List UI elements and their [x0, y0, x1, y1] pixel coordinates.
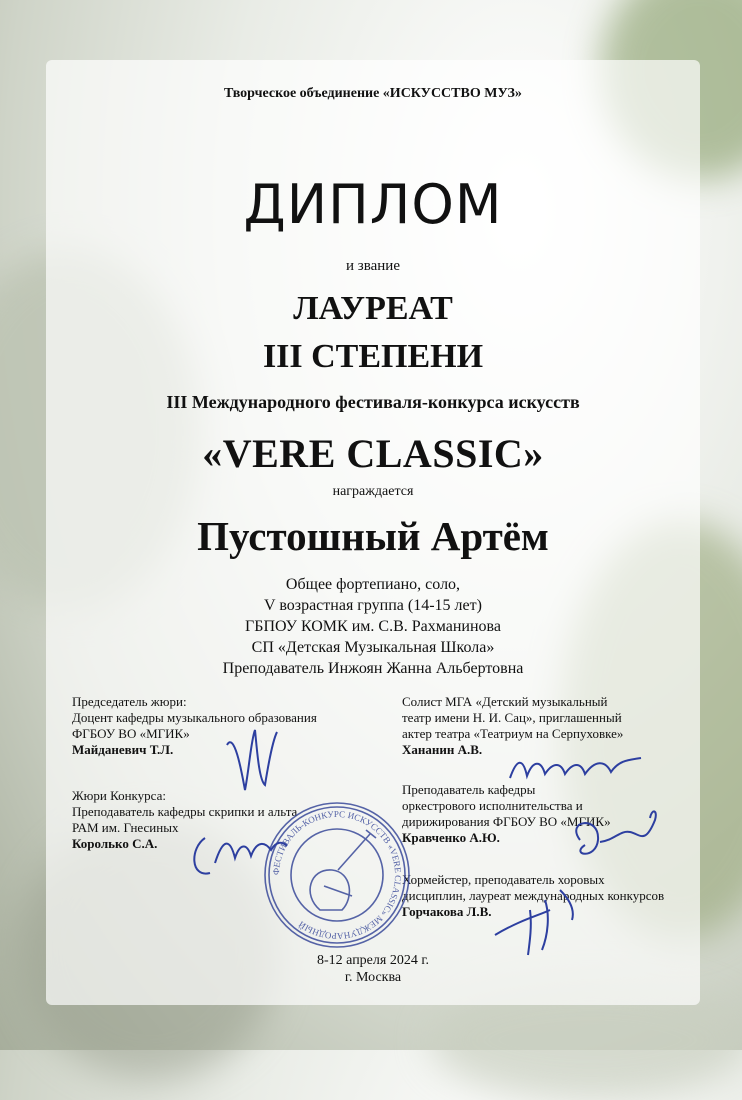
- jury-name: Королько С.А.: [72, 836, 158, 851]
- jury-line: Доцент кафедры музыкального образования: [72, 710, 317, 725]
- jury-name: Хананин А.В.: [402, 742, 483, 757]
- details-line: Общее фортепиано, соло,: [285, 576, 461, 593]
- festival-name: «VERE CLASSIC»: [202, 431, 544, 476]
- recipient-name: Пустошный Артём: [197, 513, 549, 559]
- signature-kravchenko: [560, 800, 670, 870]
- jury-line: Хормейстер, преподаватель хоровых: [402, 872, 605, 887]
- signature-khananin: [505, 748, 645, 788]
- jury-line: актер театра «Театриум на Серпуховке»: [402, 726, 624, 741]
- festival-description: III Международного фестиваля-конкурса искусств: [166, 392, 580, 412]
- event-date-place: [46, 952, 700, 986]
- jury-line: оркестрового исполнительства и: [402, 798, 583, 813]
- recipient-details: [46, 574, 700, 679]
- signature-gorchakova: [490, 880, 590, 960]
- rank-degree: III СТЕПЕНИ: [262, 338, 484, 375]
- jury-line: Жюри Конкурса:: [72, 788, 166, 803]
- jury-line: Солист МГА «Детский музыкальный: [402, 694, 608, 709]
- jury-name: Кравченко А.Ю.: [402, 830, 500, 845]
- details-line: V возрастная группа (14-15 лет): [264, 597, 482, 614]
- jury-line: РАМ им. Гнесиных: [72, 820, 179, 835]
- jury-line: Преподаватель кафедры: [402, 782, 536, 797]
- jury-line: ФГБОУ ВО «МГИК»: [72, 726, 190, 741]
- jury-line: дирижирования ФГБОУ ВО «МГИК»: [402, 814, 611, 829]
- jury-name: Майданевич Т.Л.: [72, 742, 174, 757]
- details-line: ГБПОУ КОМК им. С.В. Рахманинова: [245, 618, 501, 635]
- jury-line: Председатель жюри:: [72, 694, 187, 709]
- rank-title: ЛАУРЕАТ: [293, 290, 453, 327]
- organization-name: Творческое объединение «ИСКУССТВО МУЗ»: [224, 86, 522, 101]
- signature-korolko: [185, 818, 290, 888]
- awarded-text: награждается: [332, 484, 414, 499]
- event-date: 8-12 апреля 2024 г.: [317, 953, 429, 968]
- jury-line: театр имени Н. И. Сац», приглашенный: [402, 710, 622, 725]
- jury-name: Горчакова Л.В.: [402, 904, 492, 919]
- seal-ring-text: ФЕСТИВАЛЬ-КОНКУРС ИСКУССТВ «VERE CLASSIC» МЕЖДУНАРОДНЫЙ: [270, 808, 404, 942]
- diploma-title: ДИПЛОМ: [243, 173, 503, 236]
- details-line: Преподаватель Инжоян Жанна Альбертовна: [222, 660, 524, 677]
- jury-line: дисциплин, лауреат международных конкурсов: [402, 888, 665, 903]
- details-line: СП «Детская Музыкальная Школа»: [251, 639, 495, 656]
- jury-line: Преподаватель кафедры скрипки и альта: [72, 804, 298, 819]
- signature-maydanevich: [215, 720, 285, 800]
- event-city: г. Москва: [344, 970, 402, 985]
- rank-intro: и звание: [346, 258, 400, 274]
